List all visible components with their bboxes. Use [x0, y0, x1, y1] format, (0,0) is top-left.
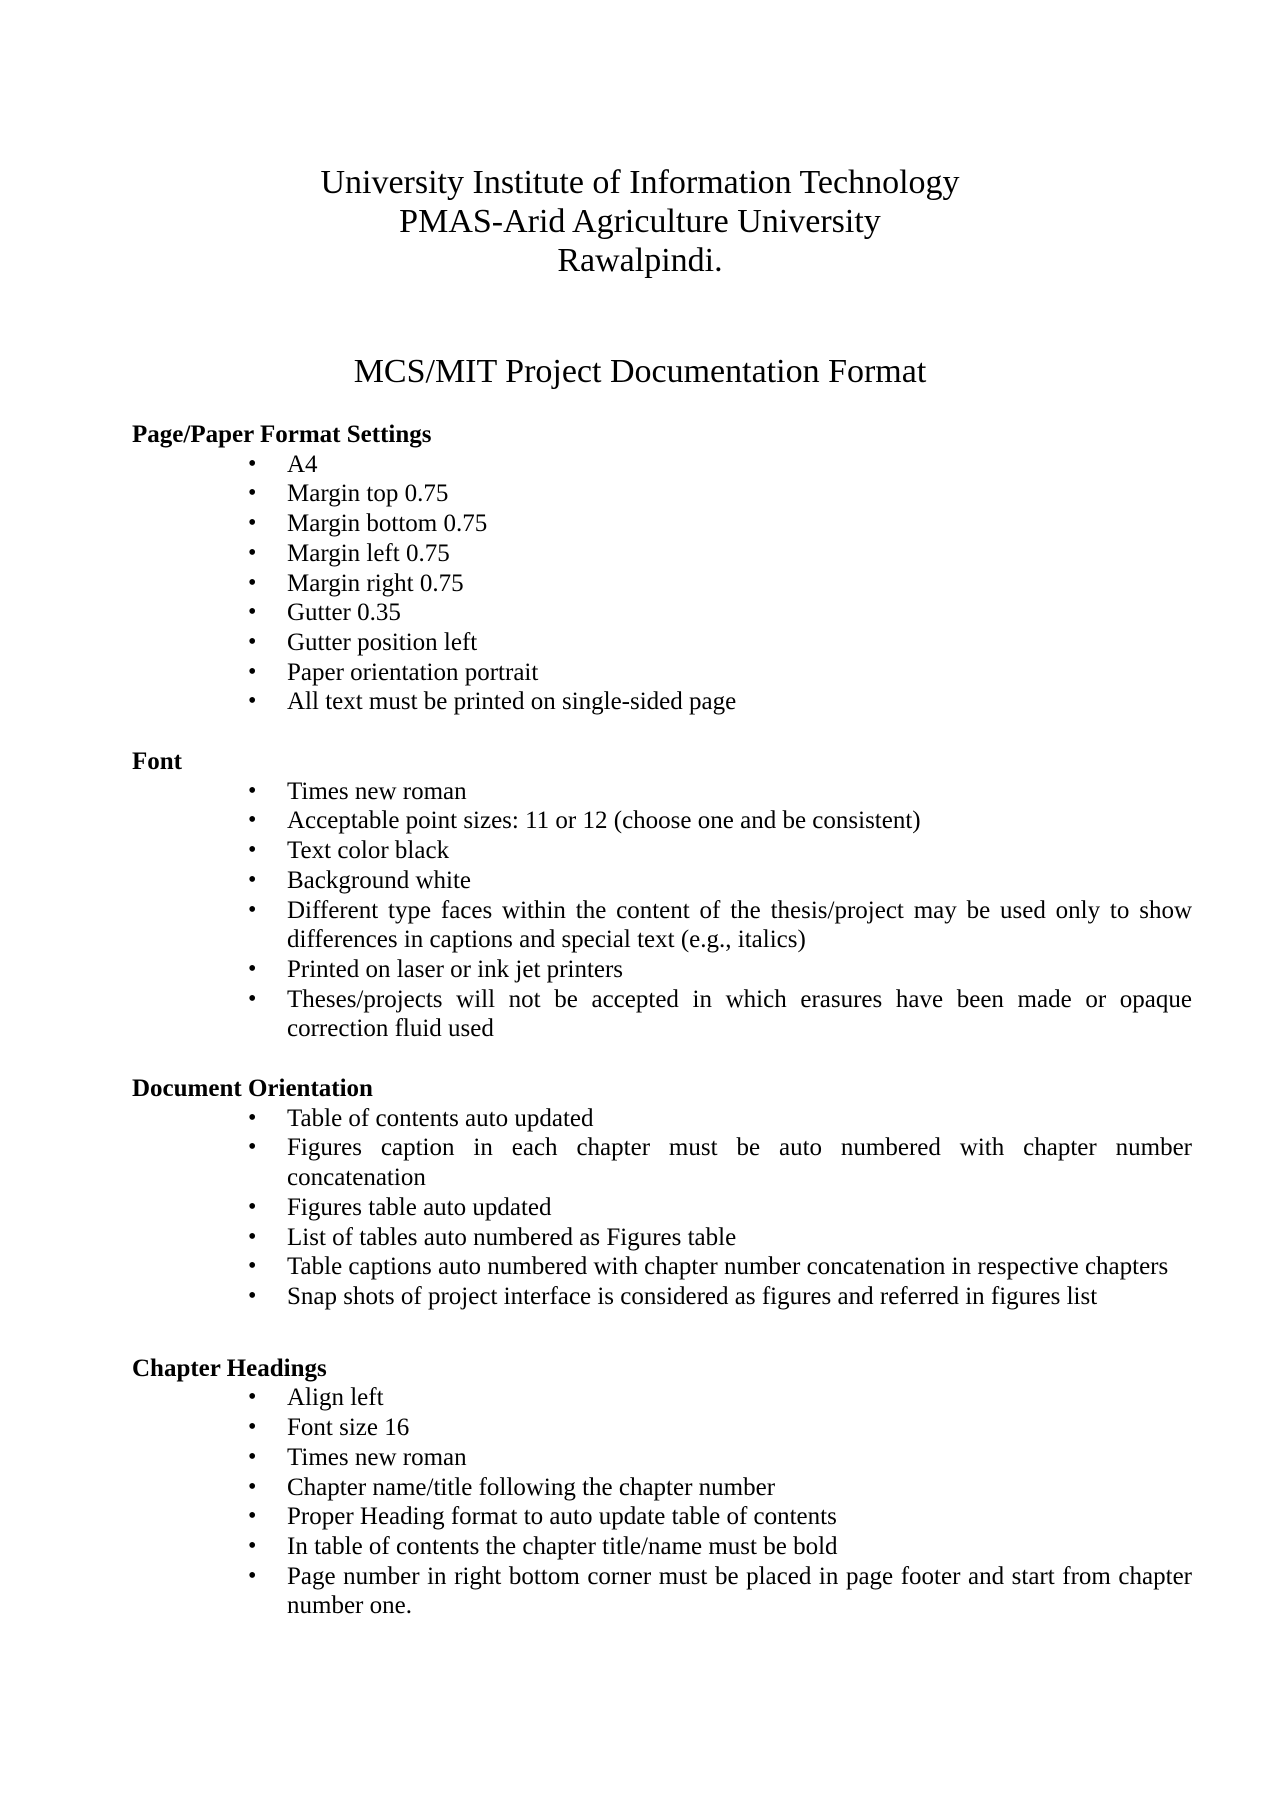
section-chapter-headings: [132, 1354, 1192, 1621]
list-item: • Figures table auto updated: [287, 1193, 1192, 1223]
list-item: • Times new roman: [287, 777, 1192, 807]
section-document-orientation: [132, 1074, 1192, 1312]
institution-header: [0, 163, 1280, 280]
document-content: [132, 420, 1192, 1621]
city-name: Rawalpindi.: [557, 242, 723, 279]
section-heading: Document Orientation: [132, 1075, 373, 1103]
list-item: • Theses/projects will not be accepted in which erasures have been made or opaque correction fluid used: [287, 985, 1192, 1044]
list-item: • Snap shots of project interface is considered as figures and referred in figures list: [287, 1282, 1192, 1312]
bullet-list: [132, 1383, 1192, 1621]
list-item: • Text color black: [287, 836, 1192, 866]
list-item: • Margin top 0.75: [287, 479, 1192, 509]
list-item: • Margin left 0.75: [287, 539, 1192, 569]
bullet-list: [132, 777, 1192, 1044]
list-item: • Gutter position left: [287, 628, 1192, 658]
list-item: • Proper Heading format to auto update table of contents: [287, 1502, 1192, 1532]
spacer: [132, 1044, 1192, 1074]
list-item: • Table captions auto numbered with chapter number concatenation in respective chapters: [287, 1252, 1192, 1282]
list-item: • All text must be printed on single-sided page: [287, 687, 1192, 717]
list-item: • Different type faces within the content of the thesis/project may be used only to show differences in captions and special text (e.g., italics): [287, 896, 1192, 955]
bullet-list: [132, 450, 1192, 717]
list-item: • Page number in right bottom corner must be placed in page footer and start from chapter number one.: [287, 1562, 1192, 1621]
document-title: MCS/MIT Project Documentation Format: [353, 353, 927, 390]
list-item: • In table of contents the chapter title/name must be bold: [287, 1532, 1192, 1562]
list-item: • Margin right 0.75: [287, 569, 1192, 599]
spacer: [132, 1312, 1192, 1354]
list-item: • Figures caption in each chapter must be auto numbered with chapter number concatenation: [287, 1133, 1192, 1192]
list-item: • Times new roman: [287, 1443, 1192, 1473]
section-heading: Page/Paper Format Settings: [132, 421, 432, 448]
bullet-list: [132, 1104, 1192, 1312]
list-item: • Chapter name/title following the chapter number: [287, 1473, 1192, 1503]
university-name: PMAS-Arid Agriculture University: [399, 203, 881, 240]
institute-name: University Institute of Information Technology: [320, 164, 960, 201]
list-item: • Acceptable point sizes: 11 or 12 (choose one and be consistent): [287, 806, 1192, 836]
list-item: • Table of contents auto updated: [287, 1104, 1192, 1134]
list-item: • Margin bottom 0.75: [287, 509, 1192, 539]
list-item: • Printed on laser or ink jet printers: [287, 955, 1192, 985]
list-item: • Font size 16: [287, 1413, 1192, 1443]
list-item: • Paper orientation portrait: [287, 658, 1192, 688]
list-item: • Align left: [287, 1383, 1192, 1413]
list-item: • A4: [287, 450, 1192, 480]
spacer: [132, 717, 1192, 747]
section-page-format: [132, 420, 1192, 717]
section-heading: Chapter Headings: [132, 1354, 327, 1382]
list-item: • Gutter 0.35: [287, 598, 1192, 628]
list-item: • List of tables auto numbered as Figures table: [287, 1223, 1192, 1253]
section-font: [132, 747, 1192, 1044]
list-item: • Background white: [287, 866, 1192, 896]
section-heading: Font: [132, 748, 182, 776]
